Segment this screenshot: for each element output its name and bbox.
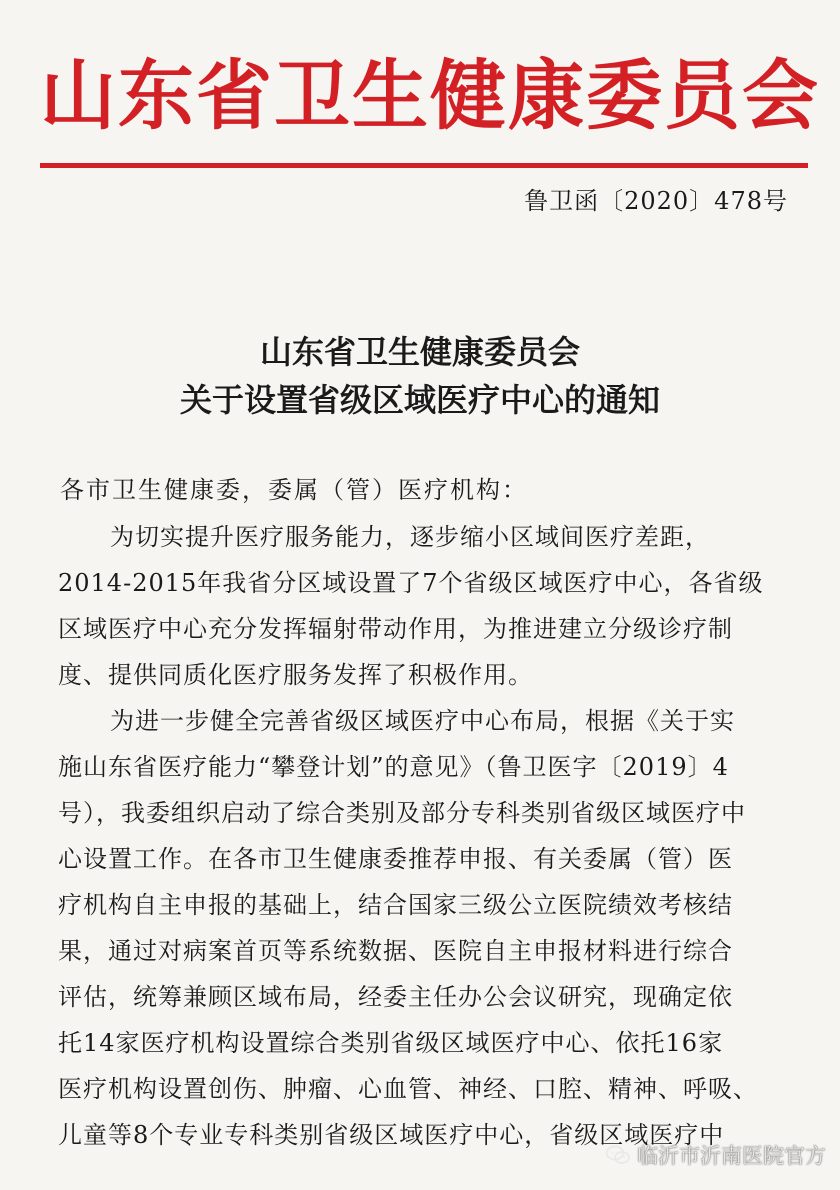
body-line: 施山东省医疗能力“攀登计划”的意见》（鲁卫医字〔2019〕4 — [58, 753, 729, 781]
body-line: 心设置工作。在各市卫生健康委推荐申报、有关委属（管）医 — [58, 845, 733, 873]
body-line: 托14家医疗机构设置综合类别省级区域医疗中心、依托16家 — [58, 1029, 724, 1057]
body-line: 为进一步健全完善省级区域医疗中心布局，根据《关于实 — [110, 707, 735, 735]
body-line: 度、提供同质化医疗服务发挥了积极作用。 — [58, 661, 533, 689]
body-line: 号），我委组织启动了综合类别及部分专科类别省级区域医疗中 — [58, 799, 746, 827]
salutation: 各市卫生健康委，委属（管）医疗机构： — [60, 476, 528, 504]
body-line: 医疗机构设置创伤、肿瘤、心血管、神经、口腔、精神、呼吸、 — [58, 1075, 758, 1103]
title-line: 关于设置省级区域医疗中心的通知 — [179, 381, 660, 419]
watermark — [605, 1140, 826, 1170]
document-number: 鲁卫函〔2020〕478号 — [524, 187, 788, 215]
body-line: 区域医疗中心充分发挥辐射带动作用，为推进建立分级诊疗制 — [58, 615, 733, 643]
watermark-text: 临沂市沂南医院官方 — [637, 1144, 826, 1168]
masthead: 山东省卫生健康委员会 — [40, 51, 820, 140]
title-line: 山东省卫生健康委员会 — [259, 333, 580, 371]
body-line: 果，通过对病案首页等系统数据、医院自主申报材料进行综合 — [58, 937, 733, 965]
body-line: 疗机构自主申报的基础上，结合国家三级公立医院绩效考核结 — [58, 891, 733, 919]
document-body — [58, 523, 788, 1167]
red-rule — [40, 163, 808, 168]
wechat-icon — [605, 1144, 631, 1166]
body-line: 评估，统筹兼顾区域布局，经委主任办公会议研究，现确定依 — [58, 983, 733, 1011]
document-title — [40, 328, 800, 424]
body-line: 2014-2015年我省分区域设置了7个省级区域医疗中心，各省级 — [58, 569, 764, 597]
body-line: 为切实提升医疗服务能力，逐步缩小区域间医疗差距， — [110, 523, 710, 551]
body-line: 儿童等8个专业专科类别省级区域医疗中心，省级区域医疗中 — [58, 1121, 725, 1149]
